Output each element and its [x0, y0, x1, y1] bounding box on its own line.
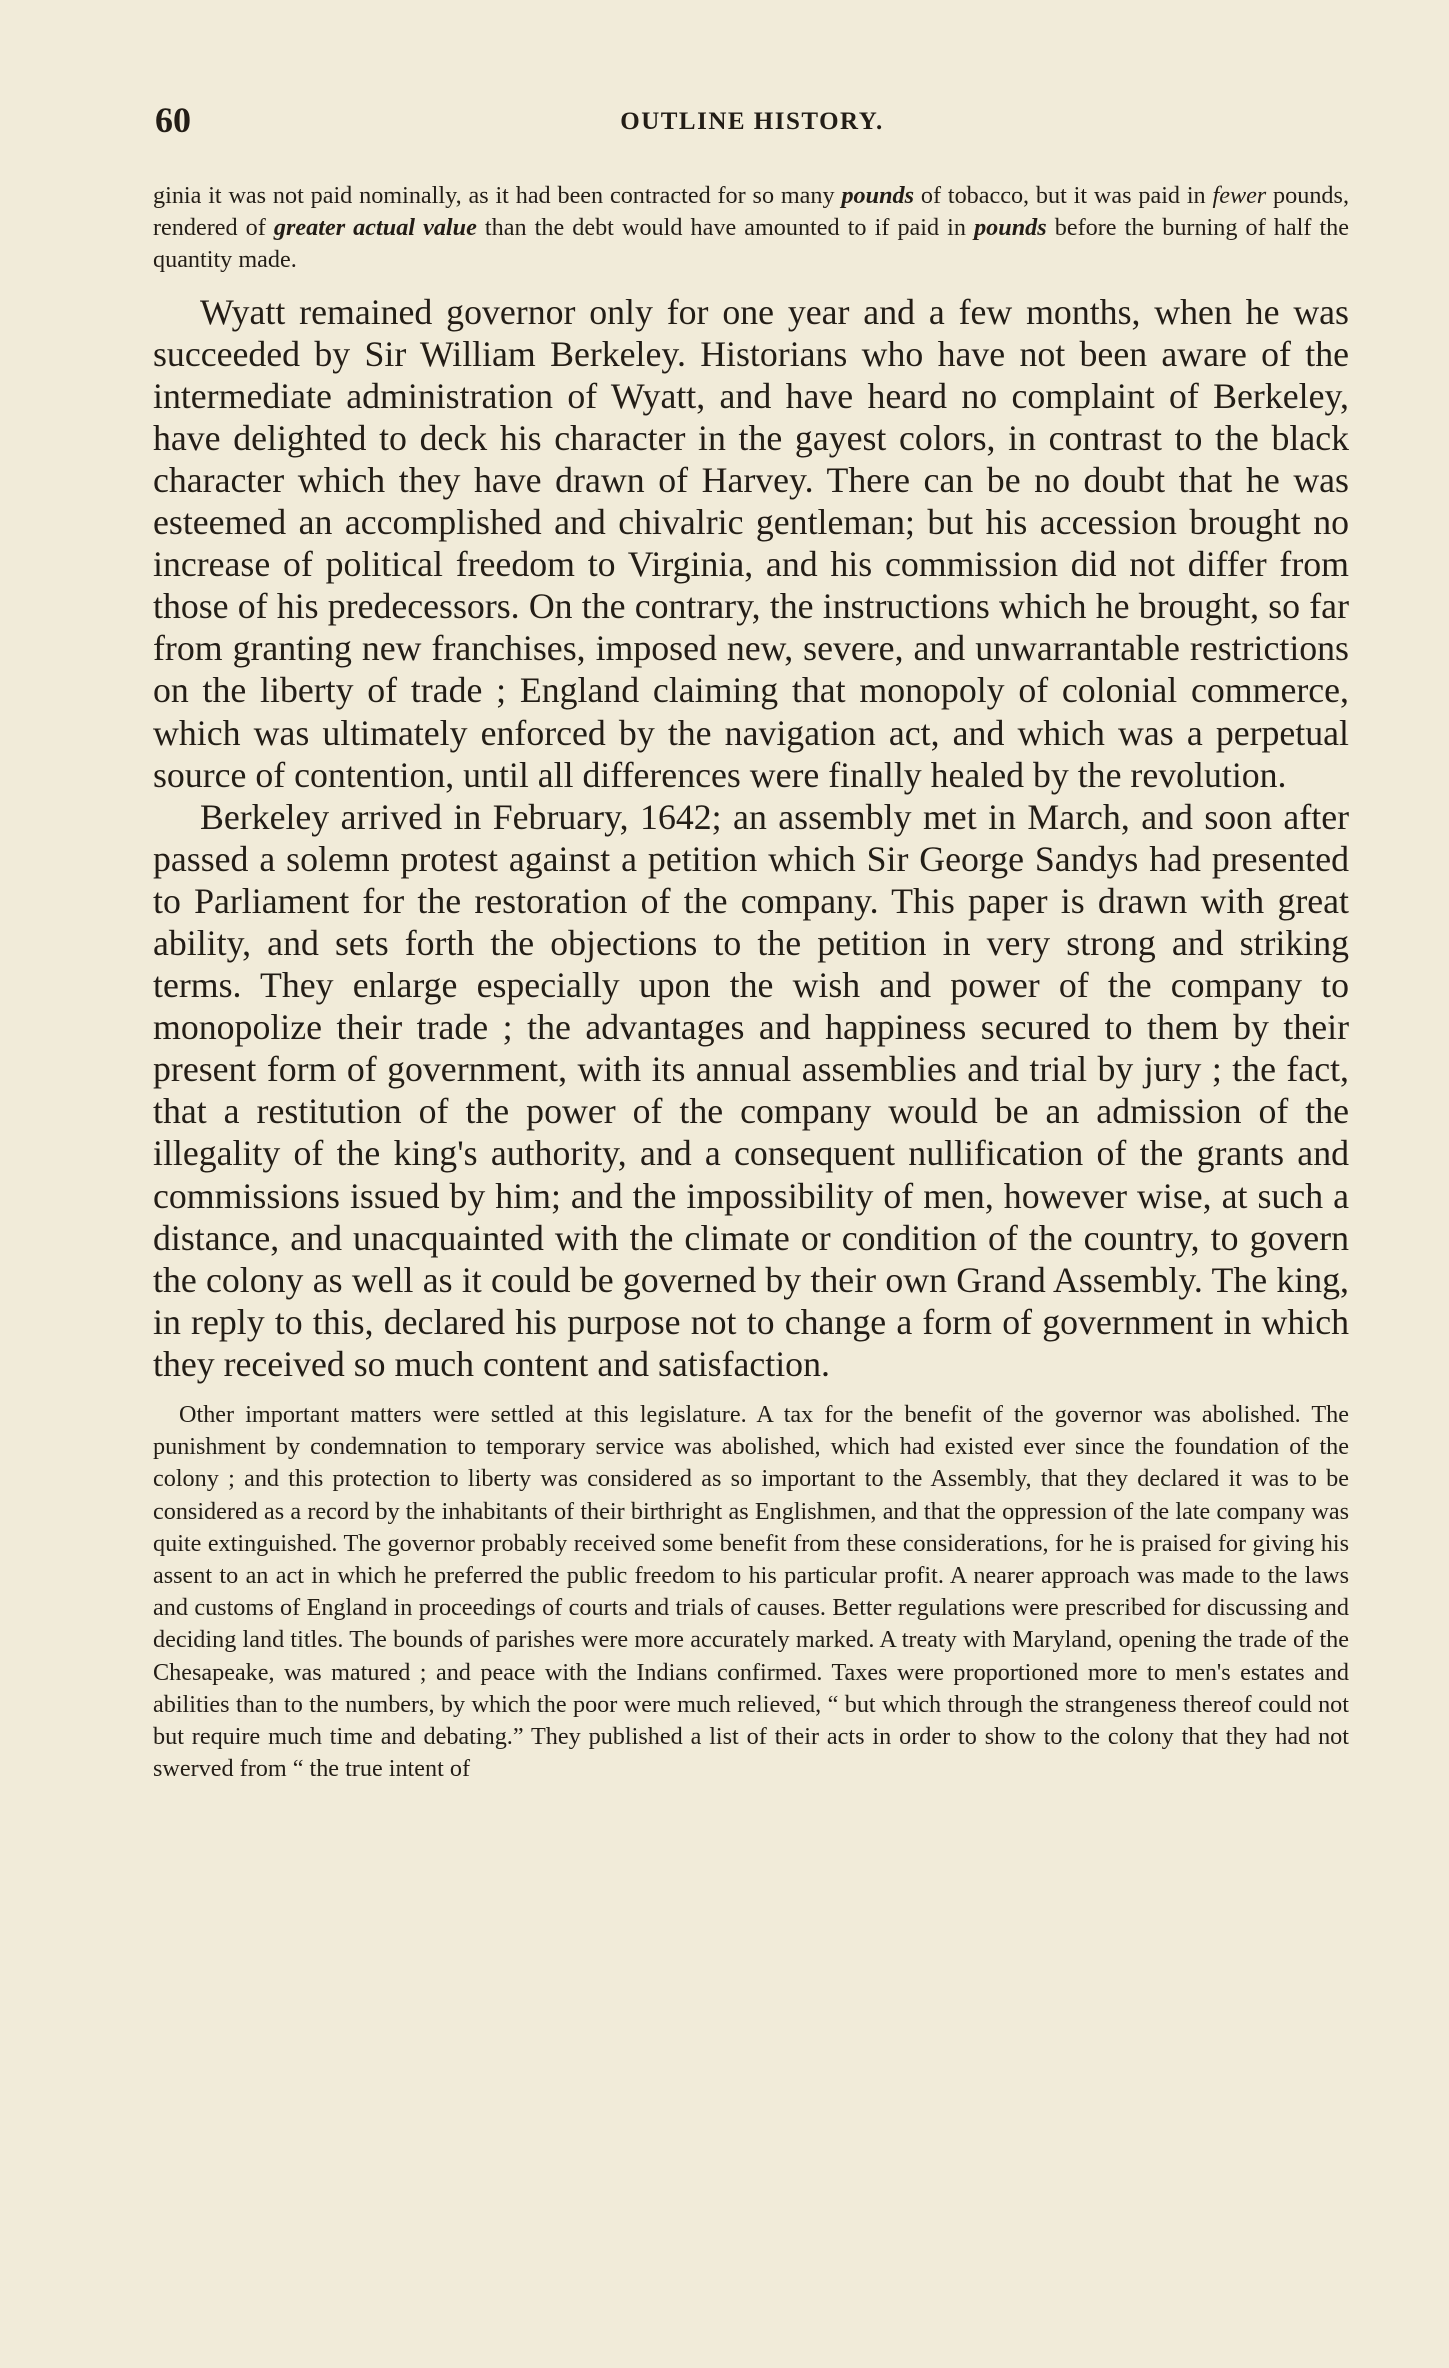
- emphasis-greater-actual-value: greater actual value: [273, 214, 477, 242]
- paragraph-legislature: Other important matters were settled at this legislature. A tax for the benefit of the governor was abolished. The punishment by condemnation to temporary service was abolished, which had existed ever since the foundation of the colony ; and this protection to liberty was considered as so important to the Assembly, that they declared it was to be considered as a record by the inhabitants of their birthright as Englishmen, and that the oppression of the late company was quite extinguished. The governor probably received some benefit from these considerations, for he is praised for giving his assent to an act in which he preferred the public freedom to his particular profit. A nearer approach was made to the laws and customs of England in proceedings of courts and trials of causes. Better regulations were prescribed for discussing and deciding land titles. The bounds of parishes were more accurately marked. A treaty with Maryland, opening the trade of the Chesapeake, was matured ; and peace with the Indians confirmed. Taxes were proportioned more to men's estates and abilities than to the numbers, by which the poor were much relieved, “ but which through the strangeness thereof could not but require much time and debating.” They published a list of their acts in order to show to the colony that they had not swerved from “ the true intent of: [153, 1401, 1349, 1783]
- paragraph-wyatt: Wyatt remained governor only for one year and a few months, when he was succeeded by Sir William Berkeley. Historians who have not been aware of the intermediate administration of Wyatt, and have heard no complaint of Berkeley, have delighted to deck his character in the gayest colors, in contrast to the black character which they have drawn of Harvey. There can be no doubt that he was esteemed an accomplished and chivalric gentleman; but his accession brought no increase of political freedom to Virginia, and his commission did not differ from those of his predecessors. On the contrary, the instructions which he brought, so far from granting new franchises, imposed new, severe, and unwarrantable restrictions on the liberty of trade ; England claiming that monopoly of colonial commerce, which was ultimately enforced by the navigation act, and which was a perpetual source of contention, until all differences were finally healed by the revolution.: [153, 291, 1349, 795]
- running-title: OUTLINE HISTORY.: [620, 108, 884, 135]
- paragraph-berkeley: Berkeley arrived in February, 1642; an assembly met in March, and soon after passed a solemn protest against a petition which Sir George Sandys had presented to Parliament for the restoration of the company. This paper is drawn with great ability, and sets forth the objections to the petition in very strong and striking terms. They enlarge especially upon the wish and power of the company to monopolize their trade ; the advantages and happiness secured to them by their present form of government, with its annual assemblies and trial by jury ; the fact, that a restitution of the power of the company would be an admission of the illegality of the king's authority, and a consequent nullification of the grants and commissions issued by him; and the impossibility of men, however wise, at such a distance, and unacquainted with the climate or condition of the country, to govern the colony as well as it could be governed by their own Grand Assembly. The king, in reply to this, declared his purpose not to change a form of government in which they received so much content and satisfaction.: [153, 796, 1349, 1384]
- body-text: [153, 180, 1349, 1785]
- emphasis-pounds: pounds: [841, 182, 915, 209]
- emphasis-fewer: fewer: [1212, 182, 1267, 209]
- emphasis-pounds-2: pounds: [974, 214, 1047, 242]
- page-header: [155, 98, 1349, 148]
- page-number: 60: [155, 100, 191, 140]
- paragraph-continuation: ginia it was not paid nominally, as it had been contracted for so many pounds of tobacco, but it was paid in fewer pounds, rendered of greater actual value than the debt would have amounted to if paid in pounds before the burning of half the quantity made.: [153, 182, 1349, 274]
